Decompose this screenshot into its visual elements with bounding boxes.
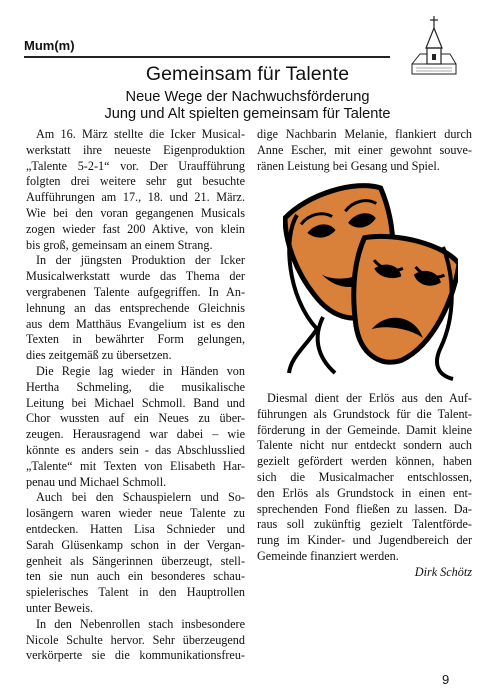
text-line: sich die Musicalmacher entschlossen, <box>257 469 472 484</box>
text-line: Am 16. März stellte die Icker Musical- <box>36 127 245 141</box>
text-line: losängern waren wieder neue Talente zu <box>26 506 245 521</box>
article-subtitle-1: Neue Wege der Nachwuchsförderung <box>125 89 370 105</box>
text-line: aus dem Matthäus Evangelium ist es den <box>26 316 245 331</box>
text-line: den Erlös als Grundstock in einen ent- <box>257 485 472 500</box>
header-rule <box>24 56 390 58</box>
text-line: gezielt gefördert werden können, haben <box>257 454 472 469</box>
section-label: Mum(m) <box>24 38 75 53</box>
page-number: 9 <box>442 672 450 687</box>
text-line: genheit als Sängerinnen überzeugt, stell- <box>26 553 245 568</box>
text-line: verkörperte sie die kommunikationsfreu- <box>26 648 245 663</box>
text-line: zogen wieder fast 200 Aktive, von klein <box>26 221 245 236</box>
text-line: zeugen. Herausragend war dabei – wie <box>26 427 245 442</box>
text-line: spielerisches Talent in den Hauptrollen <box>26 585 245 600</box>
text-line: Leitung bei Michael Schmoll. Band und <box>26 395 245 410</box>
text-line: Wie bei den voran gegangenen Musicals <box>26 205 245 220</box>
text-line: raus soll zukünftig gezielt Talentförde- <box>257 517 472 532</box>
text-line: Gemeinde finanziert werden. <box>257 548 399 563</box>
text-line: Nicole Schulte hervor. Sehr überzeugend <box>26 632 245 647</box>
text-line: entdecken. Hatten Lisa Schnieder und <box>26 521 245 536</box>
text-line: dies zeitgemäß zu übersetzen. <box>26 348 172 363</box>
text-line: Talente nicht nur entdeckt sondern auch <box>257 438 472 453</box>
article-column-right-top <box>257 127 472 174</box>
text-line: Musicalwerkstatt wurde das Thema der <box>26 269 245 284</box>
text-line: Aufführungen am 17., 18. und 21. März. <box>26 190 245 205</box>
text-line: ten sie nun auch ein besonderes schau- <box>26 569 245 584</box>
text-line: ränen Leistung bei Gesang und Spiel. <box>257 158 440 173</box>
text-line: penau und Michael Schmoll. <box>26 474 167 489</box>
author-signature: Dirk Schötz <box>414 564 472 579</box>
text-line: lehnung an das entsprechende Gleichnis <box>26 300 245 315</box>
text-line: Die Regie lag wieder in Händen von <box>36 363 245 378</box>
text-line: Chor wussten auf ein Neues zu über- <box>26 411 245 426</box>
text-line: förderung in der Gemeinde. Damit kleine <box>257 422 472 437</box>
text-line: In den Nebenrollen stach insbesondere <box>36 616 245 631</box>
text-line: unter Beweis. <box>26 600 94 615</box>
text-line: „Talente“ mit Texten von Elisabeth Har- <box>26 458 245 473</box>
text-line: folgten drei weitere sehr gut besuchte <box>26 174 245 189</box>
text-line: bis groß, gemeinsam an einem Strang. <box>26 237 213 252</box>
text-line: Hertha Schmeling, die musikalische <box>26 379 245 394</box>
text-line: werkstatt ihre neueste Eigenproduktion <box>26 142 245 157</box>
text-line: Diesmal dient der Erlös aus den Auf- <box>267 391 472 405</box>
text-line: In der jüngsten Produktion der Icker <box>36 253 245 268</box>
theater-masks-icon <box>283 177 458 382</box>
text-line: sprechenden Fond fließen zu lassen. Da- <box>257 501 472 516</box>
text-line: Auch bei den Schauspielern und So- <box>36 490 245 505</box>
text-line: führungen als Grundstock für die Talent- <box>257 406 472 421</box>
text-line: Texten in bewährter Form gelungen, <box>26 332 245 347</box>
article-column-left <box>26 127 245 664</box>
text-line: vergrabenen Talente aufgegriffen. In An- <box>26 284 245 299</box>
text-line: dige Nachbarin Melanie, flankiert durch <box>257 127 472 141</box>
article-title: Gemeinsam für Talente <box>145 63 350 85</box>
text-line: Anne Escher, mit einer gewohnt souve- <box>257 142 472 157</box>
article-subtitle-2: Jung und Alt spielten gemeinsam für Talente <box>104 106 391 122</box>
text-line: könnte es anders sein - das Abschlusslied <box>26 442 245 457</box>
text-line: „Talente 5-2-1“ vor. Der Uraufführung <box>26 158 245 173</box>
text-line: rung im Kinder- und Jugendbereich der <box>257 533 472 548</box>
article-column-right-bottom <box>257 391 472 581</box>
text-line: Sarah Glüsenkamp schon in der Vergan- <box>26 537 245 552</box>
